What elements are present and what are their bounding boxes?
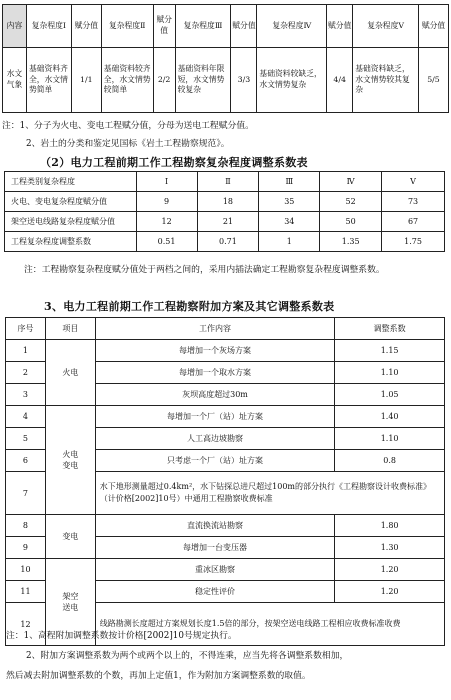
row-number: 10 (6, 559, 46, 581)
table1-header-cell: 内容 (3, 5, 27, 48)
table-row (6, 406, 445, 428)
work-content: 每增加一个灰场方案 (95, 340, 334, 362)
table2-cell: 1.75 (382, 232, 445, 252)
table3-header-cell: 工作内容 (95, 318, 334, 340)
table2-row (5, 212, 445, 232)
table2-header-cell: Ⅲ (259, 172, 320, 192)
table1-header-cell: 赋分值 (419, 5, 449, 48)
work-content: 稳定性评价 (95, 581, 334, 603)
table3-note-2: 2、附加方案调整系数为两个或两个以上的，不得连乘，应当先将各调整系数相加， (26, 651, 349, 661)
table2-cell: 73 (382, 192, 445, 212)
row-number: 7 (6, 472, 46, 515)
work-content: 灰坝高度超过30m (95, 384, 334, 406)
table1-cell: 基础资料齐全，水文情势简单 (26, 48, 71, 113)
complexity-adjust-table (4, 171, 445, 252)
table-row (6, 340, 445, 362)
work-content: 线路勘测长度超过方案规划长度1.5倍的部分，按架空送电线路工程相应收费标准收费 (95, 603, 444, 646)
table3-heading: 3、电力工程前期工作工程勘察附加方案及其它调整系数表 (44, 300, 335, 313)
table-row (6, 559, 445, 581)
table3-header-cell: 项目 (45, 318, 95, 340)
table1-cell: 5/5 (419, 48, 449, 113)
table1-cell: 基础资料较齐全，水文情势较简单 (101, 48, 153, 113)
row-number: 6 (6, 450, 46, 472)
table2-cell: 1.35 (320, 232, 382, 252)
work-content: 每增加一个厂（站）址方案 (95, 406, 334, 428)
table1-header-row (3, 5, 449, 48)
table2-cell: 0.51 (136, 232, 197, 252)
table3-header-cell: 序号 (6, 318, 46, 340)
table3-note-3: 然后减去附加调整系数的个数，再加上定值1，作为附加方案调整系数的取值。 (6, 671, 311, 681)
table2-cell: 18 (197, 192, 259, 212)
table2-header-cell: Ⅴ (382, 172, 445, 192)
row-number: 1 (6, 340, 46, 362)
table2-cell: 12 (136, 212, 197, 232)
table1-header-cell: 赋分值 (327, 5, 353, 48)
work-content: 直流换流站勘察 (95, 515, 334, 537)
adjust-factor: 1.40 (335, 406, 445, 428)
table2-header-cell: 工程类别复杂程度 (5, 172, 137, 192)
adjust-factor: 1.20 (335, 581, 445, 603)
table2-cell: 1 (259, 232, 320, 252)
adjust-factor: 1.80 (335, 515, 445, 537)
table2-cell: 52 (320, 192, 382, 212)
table2-heading: （2）电力工程前期工作工程勘察复杂程度调整系数表 (40, 156, 308, 169)
work-content: 每增加一台变压器 (95, 537, 334, 559)
group-label: 火电 变电 (45, 406, 95, 515)
table1-header-cell: 复杂程度Ⅲ (175, 5, 231, 48)
row-number: 12 (6, 603, 46, 646)
row-number: 5 (6, 428, 46, 450)
table1-header-cell: 赋分值 (231, 5, 257, 48)
adjust-factor: 0.8 (335, 450, 445, 472)
table1-cell: 基础资料年限短，水文情势较复杂 (175, 48, 231, 113)
table2-cell: 架空送电线路复杂程度赋分值 (5, 212, 137, 232)
table2-cell: 35 (259, 192, 320, 212)
table1-cell: 水文气象 (3, 48, 27, 113)
table1-header-cell: 赋分值 (153, 5, 175, 48)
table1-note-1: 注：1、分子为火电、变电工程赋分值，分母为送电工程赋分值。 (2, 121, 254, 131)
table1-header-cell: 复杂程度Ⅳ (257, 5, 327, 48)
table1-header-cell: 赋分值 (71, 5, 101, 48)
table1-note-2: 2、岩土的分类和鉴定见国标《岩土工程勘察规范》。 (26, 139, 230, 149)
adjust-factor: 1.10 (335, 362, 445, 384)
table1-cell: 4/4 (327, 48, 353, 113)
table2-note: 注：工程勘察复杂程度赋分值处于两档之间的，采用内插法确定工程勘察复杂程度调整系数。 (24, 265, 385, 275)
table2-cell: 9 (136, 192, 197, 212)
table2-cell: 21 (197, 212, 259, 232)
work-content: 只考虑一个厂（站）址方案 (95, 450, 334, 472)
table2-header-cell: Ⅳ (320, 172, 382, 192)
table1-row (3, 48, 449, 113)
work-content: 人工高边坡勘察 (95, 428, 334, 450)
table2-cell: 67 (382, 212, 445, 232)
table2-cell: 火电、变电复杂程度赋分值 (5, 192, 137, 212)
table1-header-cell: 复杂程度Ⅱ (101, 5, 153, 48)
row-number: 2 (6, 362, 46, 384)
adjust-factor: 1.20 (335, 559, 445, 581)
table2-header-cell: Ⅱ (197, 172, 259, 192)
row-number: 8 (6, 515, 46, 537)
table2-header-row (5, 172, 445, 192)
row-number: 11 (6, 581, 46, 603)
table2-cell: 34 (259, 212, 320, 232)
table1-header-cell: 复杂程度Ⅰ (26, 5, 71, 48)
adjust-factor: 1.05 (335, 384, 445, 406)
complexity-score-table (2, 4, 449, 113)
group-label: 火电 (45, 340, 95, 406)
table1-cell: 基础资料较缺乏，水文情势复杂 (257, 48, 327, 113)
table1-cell: 3/3 (231, 48, 257, 113)
table3-header-cell: 调整系数 (335, 318, 445, 340)
table2-row (5, 232, 445, 252)
table3-note-1: 注：1、高程附加调整系数按计价格[2002]10号规定执行。 (6, 631, 237, 641)
table1-cell: 基础资料缺乏，水文情势较其复杂 (353, 48, 419, 113)
work-content: 水下地形测量超过0.4km²，水下钻探总进尺超过100m的部分执行《工程勘察设计收费标准》（计价格[2002]10号）中通用工程勘察收费标准 (95, 472, 444, 515)
table2-row (5, 192, 445, 212)
group-label: 架空 送电 (45, 559, 95, 646)
table2-cell: 0.71 (197, 232, 259, 252)
work-content: 每增加一个取水方案 (95, 362, 334, 384)
work-content: 重冰区勘察 (95, 559, 334, 581)
row-number: 3 (6, 384, 46, 406)
adjust-factor: 1.10 (335, 428, 445, 450)
table3-header-row (6, 318, 445, 340)
row-number: 9 (6, 537, 46, 559)
table-row (6, 515, 445, 537)
table2-cell: 50 (320, 212, 382, 232)
adjust-factor: 1.15 (335, 340, 445, 362)
table1-cell: 2/2 (153, 48, 175, 113)
table2-cell: 工程复杂程度调整系数 (5, 232, 137, 252)
adjust-factor: 1.30 (335, 537, 445, 559)
additional-adjust-table (5, 317, 445, 646)
row-number: 4 (6, 406, 46, 428)
table1-header-cell: 复杂程度Ⅴ (353, 5, 419, 48)
group-label: 变电 (45, 515, 95, 559)
table2-header-cell: Ⅰ (136, 172, 197, 192)
table1-cell: 1/1 (71, 48, 101, 113)
